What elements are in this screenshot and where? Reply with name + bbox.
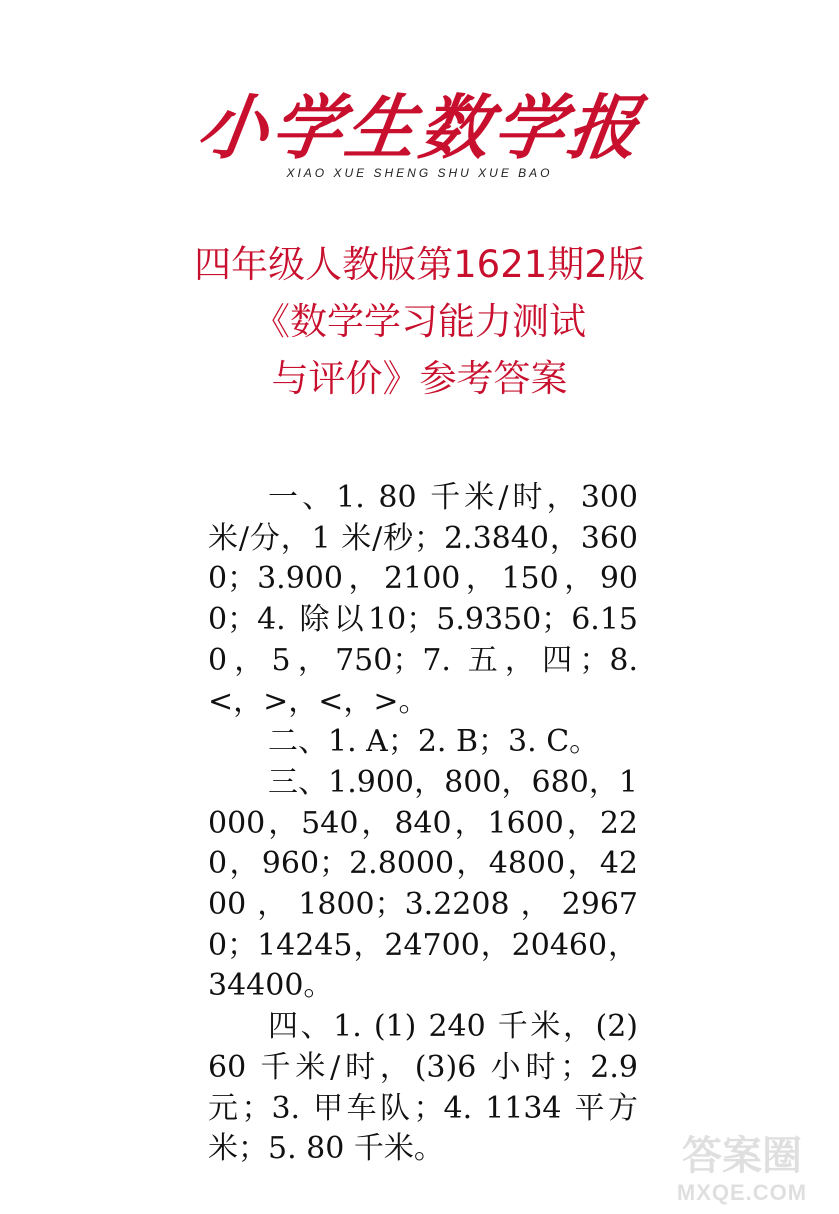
- watermark-url: MXQE.COM: [676, 1180, 808, 1205]
- page-title: [0, 236, 839, 407]
- answer-section-1: 一、1. 80 千米/时，300 米/分，1 米/秒；2.3840，3600；3.900，2100，150，900；4. 除以10；5.9350；6.150，5，750；7. 五，四；8. <，>，<，>。: [208, 480, 638, 719]
- answer-section-4: 四、1. (1) 240 千米，(2) 60 千米/时，(3)6 小时；2.9 元；3. 甲车队；4. 1134 平方米；5. 80 千米。: [208, 1009, 638, 1167]
- newspaper-logo: 小学生数学报: [191, 86, 648, 169]
- watermark-logo: 答案圈: [682, 1133, 802, 1179]
- title-line-2: 《数学学习能力测试: [253, 300, 586, 343]
- watermark: [657, 1132, 827, 1206]
- newspaper-pinyin: XIAO XUE SHENG SHU XUE BAO: [286, 166, 553, 180]
- title-line-1: 四年级人教版第1621期2版: [194, 243, 645, 286]
- answer-body: [208, 478, 638, 1170]
- title-line-3: 与评价》参考答案: [271, 357, 568, 400]
- masthead: [0, 88, 839, 168]
- answer-section-3: 三、1.900，800，680，1000，540，840，1600，220，960；2.8000，4800，4200，1800；3.2208，29670；14245，24700，20460，34400。: [208, 764, 638, 1004]
- answer-section-2: 二、1. A；2. B；3. C。: [268, 724, 600, 760]
